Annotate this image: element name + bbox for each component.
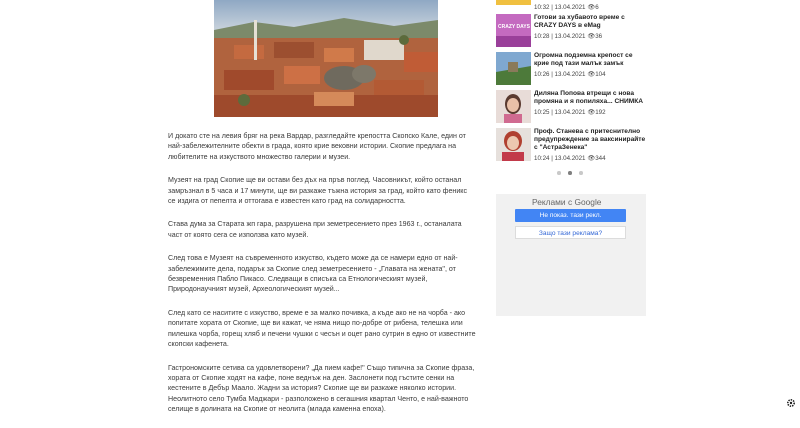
news-item[interactable] <box>496 90 646 126</box>
article-paragraph: След това е Музеят на съвременното изкуство, където може да се намери едно от най-забележимите дела, подарък за Скопие след земетресението - „Главата на жената", от безвременния Пабло Пикасо. Следващи в списъка са Етнологическият музей, Природонаучният музей, Археологическият музей... <box>168 254 458 294</box>
carousel-dot[interactable] <box>579 171 583 175</box>
stop-ad-button[interactable]: Не показ. тази рекл. <box>515 209 626 222</box>
article-paragraph: Гастрономските сетива са удовлетворени? „Да пием кафе!" Също типична за Скопие фраза, хората от Скопие ходят на кафе, поне веднъж на ден. Заслонети под гъстите сенки на кестените в Дебър Маало. Жадни за история? Скопие ще ви разкаже няколко истории. Неолитното село Тумба Маджари - разположено в сегашния квартал Ченто, е най-важното селище в долината на Скопие от неолита (млада каменна епоха). <box>168 363 475 414</box>
gear-icon[interactable] <box>786 395 796 405</box>
carousel-dot[interactable] <box>557 171 561 175</box>
eye-icon: 👁︎ <box>587 71 596 78</box>
news-meta: 10:32 | 13.04.2021 👁︎6 <box>534 4 599 11</box>
eye-icon: 👁︎ <box>587 155 596 162</box>
news-title[interactable]: Проф. Станева с притеснително предупреждение за ваксинирайте с "АстраЗенека" <box>534 128 646 152</box>
news-meta: 10:26 | 13.04.2021 👁︎104 <box>534 71 606 78</box>
news-thumbnail[interactable] <box>496 128 531 161</box>
thumbnail-text: CRAZY DAYS <box>498 24 530 30</box>
article-body <box>168 131 476 428</box>
ad-feedback-box <box>496 194 646 316</box>
news-meta: 10:24 | 13.04.2021 👁︎344 <box>534 155 606 162</box>
carousel-dot-active[interactable] <box>568 171 572 175</box>
news-meta: 10:25 | 13.04.2021 👁︎192 <box>534 109 606 116</box>
article-paragraph: И докато сте на левия бряг на река Вардар, разгледайте крепостта Скопско Кале, един от най-забележителните обекти в града, която крие вековни истории. Скопие предлага на любителите на изкуството множество галерии и музеи. <box>168 132 466 161</box>
news-title[interactable]: Огромна подземна крепост се крие под тази малък замък <box>534 52 633 68</box>
news-item[interactable] <box>496 0 646 11</box>
article-paragraph: След като се наситите с изкуство, време е за малко почивка, а къде ако не на чорба - ако попитате хората от Скопие, ще ви кажат, че няма нищо по-добре от рибена, телешка или пилешка чорба, горещ хляб и печени чушки с чесън и оцет рано сутрин в едно от известните скопски кафенета. <box>168 308 476 349</box>
article-paragraph: Музеят на град Скопие ще ви остави без дъх на пръв поглед. Часовникът, който останал замръзнал в 5 часа и 17 минути, ще ви разкаже тъжна история за град, който като феникс се издига от пепелта и оттогава е известен като град на солидарността. <box>168 176 468 206</box>
ad-label: Реклами с Google <box>532 197 602 207</box>
news-thumbnail[interactable] <box>496 14 531 47</box>
news-title[interactable]: Диляна Попова втрещи с нова промяна и я попиляха... СНИМКА <box>534 90 644 106</box>
eye-icon: 👁︎ <box>587 109 596 116</box>
news-title[interactable]: Готови за хубавото време с CRAZY DAYS в eMag <box>534 14 625 30</box>
news-item[interactable] <box>496 14 646 50</box>
news-thumbnail[interactable] <box>496 90 531 123</box>
why-this-ad-button[interactable]: Защо тази реклама? <box>515 226 626 239</box>
news-item[interactable] <box>496 52 646 88</box>
news-item[interactable] <box>496 128 646 164</box>
eye-icon: 👁︎ <box>587 33 596 40</box>
article-paragraph: Става дума за Старата жп гара, разрушена при земетресението през 1963 г., останалата част от която сега се използва като музей. <box>168 220 462 239</box>
news-thumbnail[interactable] <box>496 0 531 5</box>
article-hero-image <box>214 0 438 117</box>
eye-icon: 👁︎ <box>587 4 596 11</box>
news-meta: 10:28 | 13.04.2021 👁︎36 <box>534 33 603 40</box>
news-thumbnail[interactable] <box>496 52 531 85</box>
